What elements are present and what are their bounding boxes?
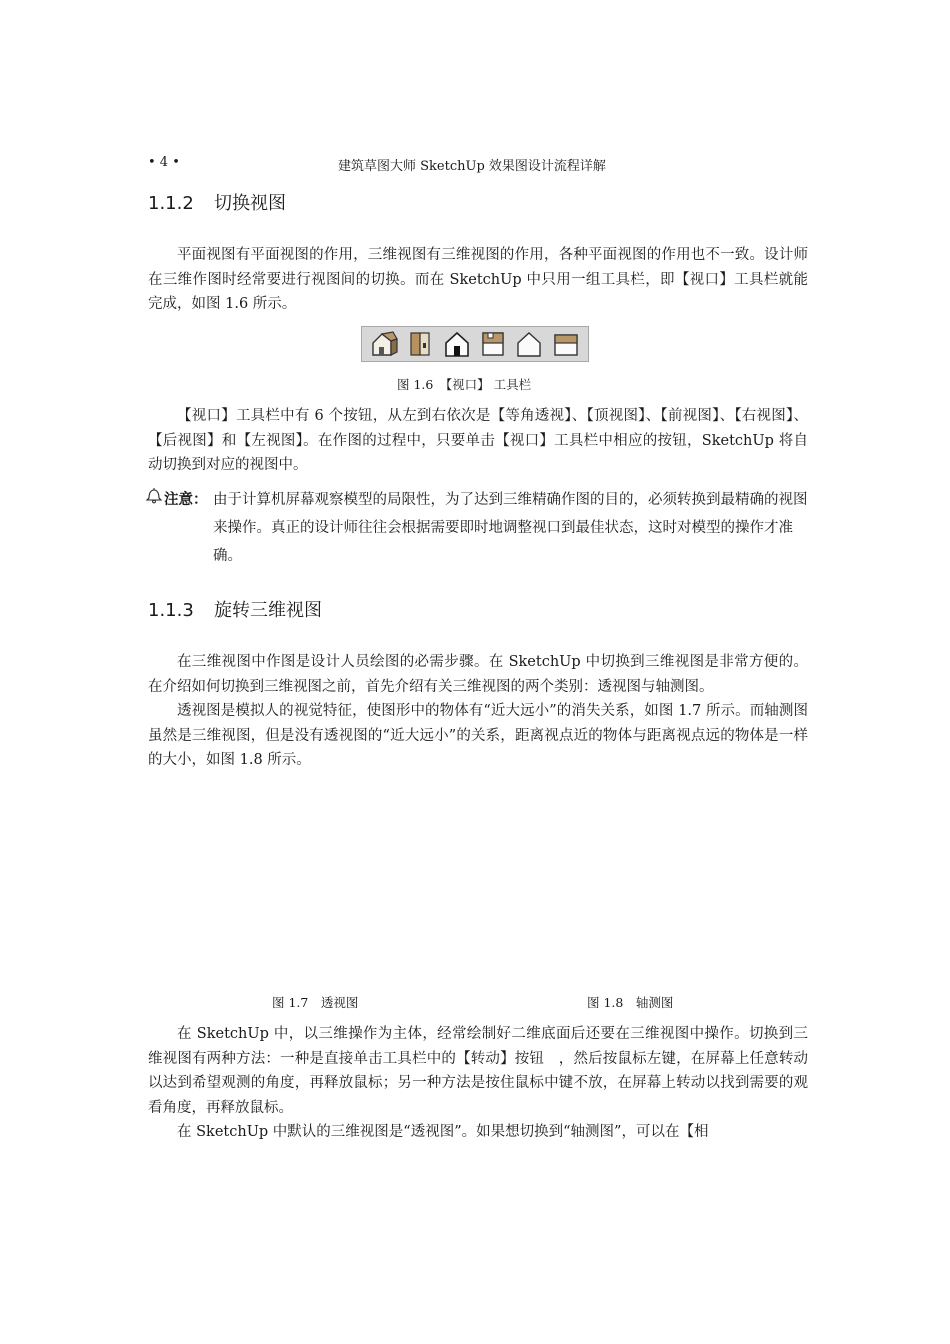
figure-1-6-caption: 图 1.6 【视口】 工具栏	[397, 377, 532, 392]
left-view-icon	[550, 328, 582, 360]
note-text: 由于计算机屏幕观察模型的局限性，为了达到三维精确作图的目的，必须转换到最精确的视图来操作。真正的设计师往往会根据需要即时地调整视口到最佳状态，这时对模型的操作才准确。	[213, 492, 808, 564]
right-view-icon	[404, 328, 436, 360]
front-view-icon	[441, 328, 473, 360]
paragraph-text: 平面视图有平面视图的作用，三维视图有三维视图的作用，各种平面视图的作用也不一致。设计师在三维作图时经常要进行视图间的切换。而在 SketchUp 中只用一组工具栏，即【视口】工具栏就能完成，如图 1.6 所示。	[148, 247, 808, 312]
running-header-title: 建筑草图大师 SketchUp 效果图设计流程详解	[338, 159, 606, 174]
section-title: 切换视图	[214, 193, 286, 214]
section-title: 旋转三维视图	[214, 600, 322, 621]
viewport-toolbar-description	[148, 404, 808, 478]
paragraph-text: 在 SketchUp 中，以三维操作为主体，经常绘制好二维底面后还要在三维视图中操作。切换到三维视图有两种方法：一种是直接单击工具栏中的【转动】按钮 ，然后按鼠标左键，在屏幕上任意转动以达到希望观测的角度，再释放鼠标；另一种方法是按住鼠标中键不放，在屏幕上转动以找到需要的观看角度，再释放鼠标。	[148, 1026, 808, 1116]
top-view-icon	[477, 328, 509, 360]
section-number: 1.1.3	[148, 600, 194, 621]
section-heading-1-1-3	[148, 596, 322, 622]
note-label: 注意：	[164, 492, 208, 508]
note-bell-icon	[145, 486, 163, 504]
figure-1-8-caption: 图 1.8 轴测图	[587, 995, 674, 1010]
figure-1-7-caption: 图 1.7 透视图	[272, 995, 359, 1010]
section-1-1-2-paragraph	[148, 243, 808, 317]
section-number: 1.1.2	[148, 193, 194, 214]
paragraph-text: 在 SketchUp 中默认的三维视图是“透视图”。如果想切换到“轴测图”，可以在【相	[177, 1124, 709, 1140]
section-1-1-3-paragraphs	[148, 650, 808, 773]
viewport-toolbar-figure	[361, 326, 589, 362]
section-heading-1-1-2	[148, 189, 286, 215]
iso-view-icon	[368, 328, 400, 360]
paragraph-text: 【视口】工具栏中有 6 个按钮，从左到右依次是【等角透视】、【顶视图】、【前视图】、【右视图】、【后视图】和【左视图】。在作图的过程中，只要单击【视口】工具栏中相应的按钮，SketchUp 将自动切换到对应的视图中。	[148, 408, 808, 473]
rotate-view-paragraphs	[148, 1022, 808, 1145]
paragraph-text: 在三维视图中作图是设计人员绘图的必需步骤。在 SketchUp 中切换到三维视图是非常方便的。在介绍如何切换到三维视图之前，首先介绍有关三维视图的两个类别：透视图与轴测图。	[148, 654, 808, 695]
page-number: • 4 •	[148, 155, 180, 170]
paragraph-text: 透视图是模拟人的视觉特征，使图形中的物体有“近大远小”的消失关系，如图 1.7 所示。而轴测图虽然是三维视图，但是没有透视图的“近大远小”的关系，距离视点近的物体与距离视点远的物体是一样的大小，如图 1.8 所示。	[148, 703, 808, 768]
back-view-icon	[513, 328, 545, 360]
